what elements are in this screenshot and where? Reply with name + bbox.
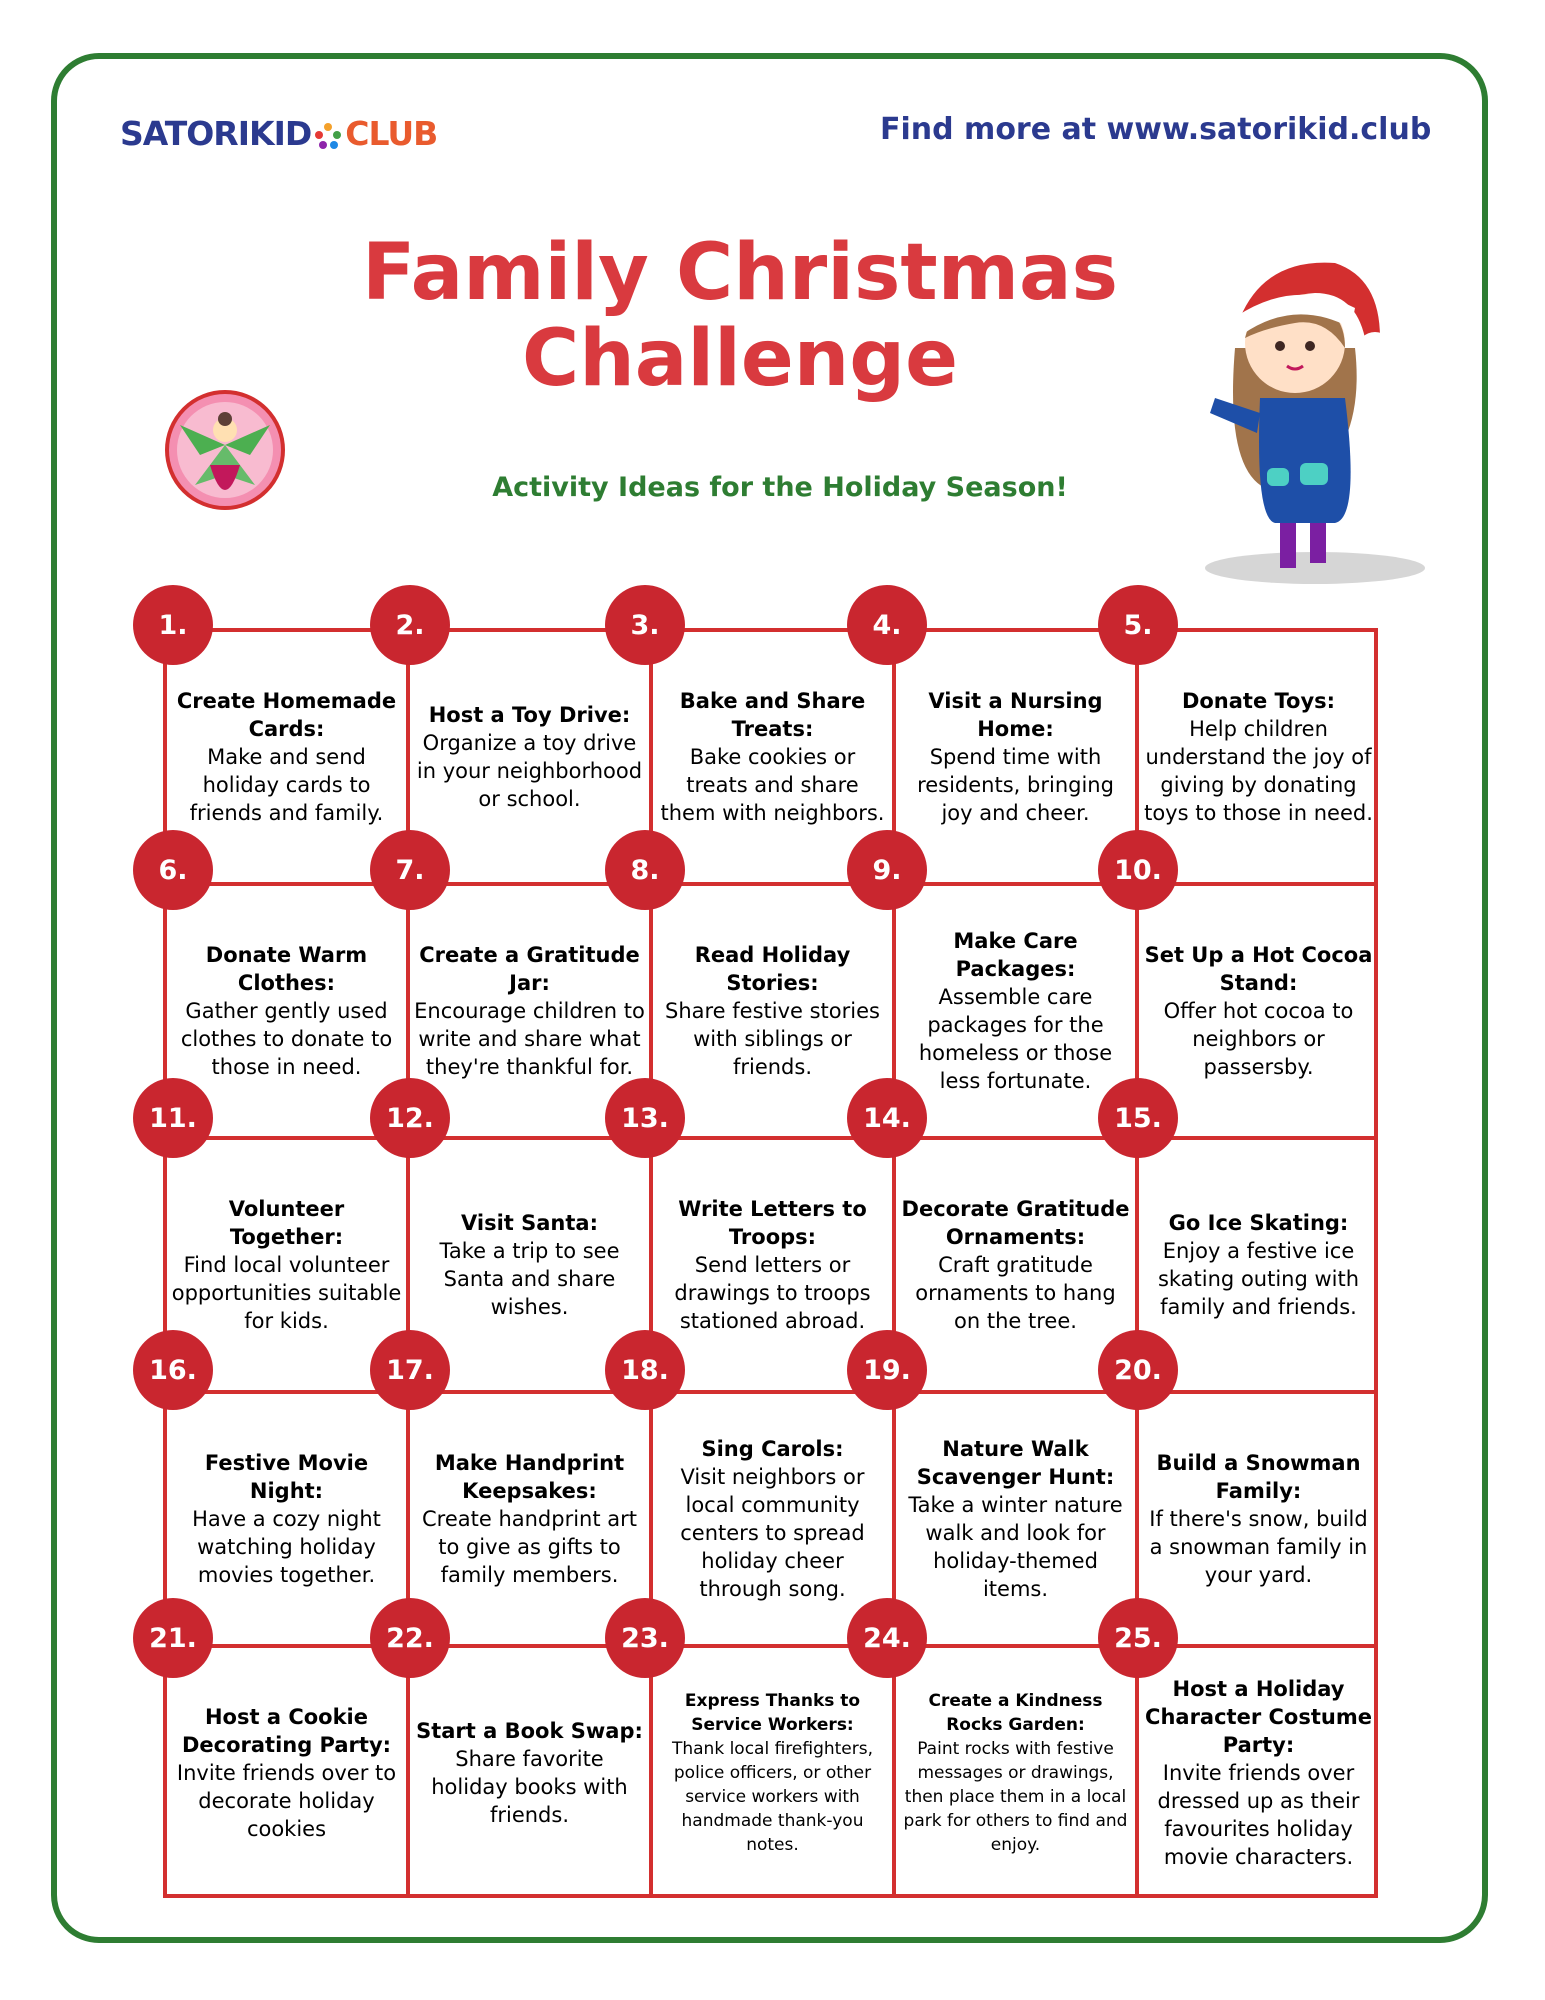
activity-title: Host a Holiday Character Costume Party:	[1145, 1677, 1372, 1757]
activity-number-badge: 14.	[847, 1078, 927, 1158]
activity-text: Have a cozy night watching holiday movies together.	[192, 1507, 381, 1587]
activity-number-badge: 13.	[605, 1078, 685, 1158]
page-subtitle: Activity Ideas for the Holiday Season!	[492, 472, 1068, 503]
activity-number-badge: 8.	[605, 830, 685, 910]
activity-text: Send letters or drawings to troops stationed abroad.	[674, 1253, 871, 1333]
activity-cell	[894, 884, 1137, 1138]
activity-cell	[651, 1646, 894, 1900]
activity-text: Find local volunteer opportunities suitable for kids.	[171, 1253, 402, 1333]
activity-number-badge: 18.	[605, 1330, 685, 1410]
activity-title: Festive Movie Night:	[204, 1451, 369, 1503]
activity-title: Visit Santa:	[461, 1211, 598, 1235]
activity-text: Encourage children to write and share what they're thankful for.	[414, 999, 645, 1079]
activity-title: Express Thanks to Service Workers:	[684, 1691, 861, 1735]
activity-number-badge: 19.	[847, 1330, 927, 1410]
activity-cell	[165, 1392, 408, 1646]
activity-text: Visit neighbors or local community centers to spread holiday cheer through song.	[680, 1465, 865, 1601]
activity-title: Make Handprint Keepsakes:	[434, 1451, 625, 1503]
activity-number-badge: 21.	[133, 1598, 213, 1678]
activity-number-badge: 4.	[847, 585, 927, 665]
activity-number-badge: 10.	[1098, 830, 1178, 910]
activity-text: Share favorite holiday books with friends.	[431, 1747, 628, 1827]
activity-title: Visit a Nursing Home:	[928, 689, 1103, 741]
activity-title: Create a Gratitude Jar:	[419, 943, 640, 995]
activity-number-badge: 9.	[847, 830, 927, 910]
activity-text: Spend time with residents, bringing joy and cheer.	[917, 745, 1114, 825]
activity-title: Volunteer Together:	[228, 1197, 345, 1249]
activity-title: Create Homemade Cards:	[176, 689, 397, 741]
activity-number-badge: 7.	[370, 830, 450, 910]
activity-cell	[1137, 1646, 1380, 1900]
logo-text-club: CLUB	[345, 114, 438, 153]
activity-text: Organize a toy drive in your neighborhood or school.	[416, 731, 643, 811]
activity-number-badge: 5.	[1098, 585, 1178, 665]
activity-text: Make and send holiday cards to friends and family.	[189, 745, 384, 825]
activity-cell	[1137, 630, 1380, 884]
activity-number-badge: 6.	[133, 830, 213, 910]
activity-number-badge: 2.	[370, 585, 450, 665]
activity-title: Nature Walk Scavenger Hunt:	[916, 1437, 1115, 1489]
activity-cell	[1137, 1392, 1380, 1646]
activity-number-badge: 20.	[1098, 1330, 1178, 1410]
activity-title: Build a Snowman Family:	[1156, 1451, 1361, 1503]
activity-title: Host a Toy Drive:	[428, 703, 631, 727]
activity-cell	[894, 1392, 1137, 1646]
title-line-2: Challenge	[521, 314, 959, 404]
activity-number-badge: 23.	[605, 1598, 685, 1678]
activity-title: Read Holiday Stories:	[694, 943, 851, 995]
activity-number-badge: 16.	[133, 1330, 213, 1410]
activity-title: Sing Carols:	[701, 1437, 844, 1461]
activity-cell	[408, 1392, 651, 1646]
activity-text: Gather gently used clothes to donate to those in need.	[180, 999, 393, 1079]
page-title	[300, 230, 1180, 402]
activity-title: Donate Toys:	[1181, 689, 1336, 713]
activity-title: Go Ice Skating:	[1168, 1211, 1349, 1235]
activity-text: Invite friends over dressed up as their favourites holiday movie characters.	[1157, 1761, 1360, 1869]
santa-girl-illustration	[1195, 238, 1425, 588]
satorikid-logo[interactable]	[120, 114, 437, 153]
activity-number-badge: 11.	[133, 1078, 213, 1158]
activity-title: Decorate Gratitude Ornaments:	[901, 1197, 1130, 1249]
activity-text: Thank local firefighters, police officers, or other service workers with handmade thank-you notes.	[671, 1739, 874, 1855]
activity-cell	[894, 630, 1137, 884]
activity-number-badge: 12.	[370, 1078, 450, 1158]
title-line-1: Family Christmas	[361, 228, 1119, 318]
activity-number-badge: 24.	[847, 1598, 927, 1678]
activity-title: Host a Cookie Decorating Party:	[181, 1705, 392, 1757]
activity-number-badge: 22.	[370, 1598, 450, 1678]
logo-text-satori: SATORIKID	[120, 114, 312, 153]
activity-title: Set Up a Hot Cocoa Stand:	[1144, 943, 1373, 995]
activity-text: If there's snow, build a snowman family in your yard.	[1149, 1507, 1368, 1587]
activity-title: Start a Book Swap:	[416, 1719, 643, 1743]
activity-text: Help children understand the joy of giving by donating toys to those in need.	[1144, 717, 1373, 825]
activity-text: Invite friends over to decorate holiday cookies	[176, 1761, 397, 1841]
activity-text: Share festive stories with siblings or friends.	[665, 999, 880, 1079]
activity-text: Paint rocks with festive messages or drawings, then place them in a local park for others to find and enjoy.	[903, 1739, 1128, 1855]
activity-title: Bake and Share Treats:	[679, 689, 866, 741]
activity-text: Take a winter nature walk and look for holiday-themed items.	[908, 1493, 1123, 1601]
logo-dots-icon	[311, 121, 345, 151]
activity-number-badge: 15.	[1098, 1078, 1178, 1158]
activity-number-badge: 1.	[133, 585, 213, 665]
activity-number-badge: 3.	[605, 585, 685, 665]
activity-text: Craft gratitude ornaments to hang on the tree.	[915, 1253, 1116, 1333]
fairy-ornament-icon	[160, 385, 290, 520]
activity-number-badge: 25.	[1098, 1598, 1178, 1678]
activity-cell	[894, 1646, 1137, 1900]
activity-text: Create handprint art to give as gifts to family members.	[421, 1507, 638, 1587]
activity-text: Enjoy a festive ice skating outing with family and friends.	[1157, 1239, 1360, 1319]
activity-text: Bake cookies or treats and share them with neighbors.	[660, 745, 885, 825]
activity-title: Write Letters to Troops:	[678, 1197, 867, 1249]
activity-cell	[651, 1392, 894, 1646]
activity-text: Assemble care packages for the homeless or those less fortunate.	[918, 985, 1113, 1093]
activity-cell	[165, 1646, 408, 1900]
activity-text: Offer hot cocoa to neighbors or passersby.	[1163, 999, 1354, 1079]
activity-text: Take a trip to see Santa and share wishes.	[439, 1239, 620, 1319]
activity-number-badge: 17.	[370, 1330, 450, 1410]
activity-title: Donate Warm Clothes:	[205, 943, 368, 995]
activity-title: Make Care Packages:	[953, 929, 1078, 981]
activity-cell	[408, 1646, 651, 1900]
find-more-link[interactable]: Find more at www.satorikid.club	[880, 112, 1432, 147]
activity-title: Create a Kindness Rocks Garden:	[928, 1691, 1103, 1735]
